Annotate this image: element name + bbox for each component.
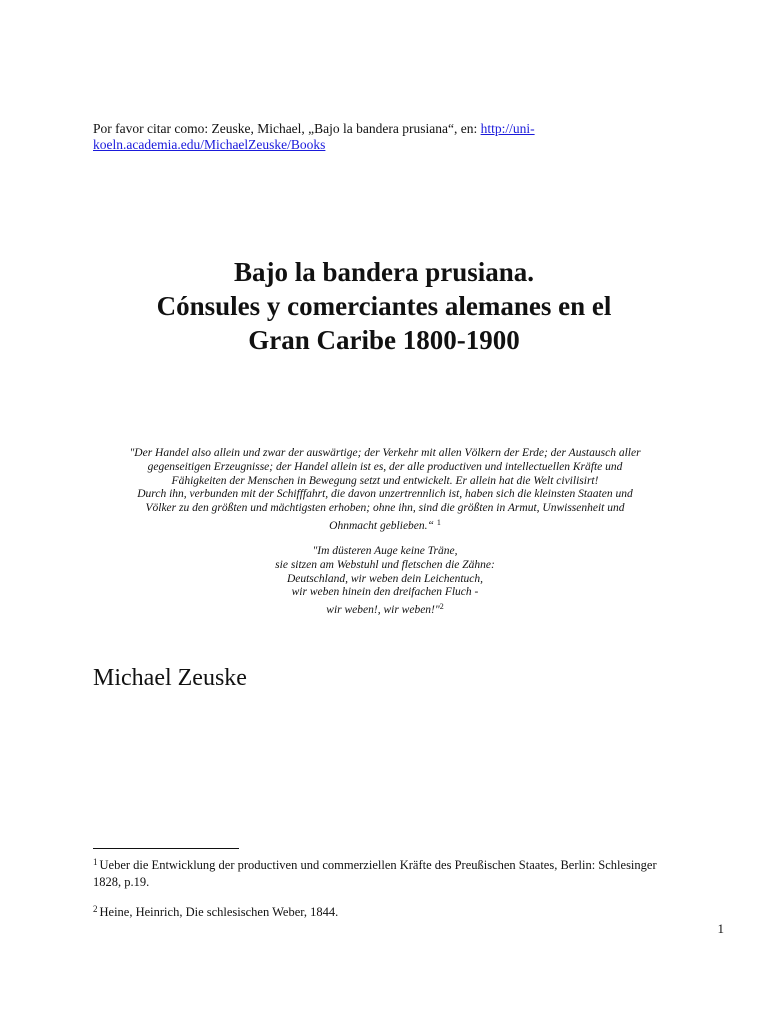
epigraph-heine — [80, 545, 690, 618]
footnote-text: Ueber die Entwicklung der productiven und commerziellen Kräfte des Preußischen Staates, Berlin: Schlesinger — [99, 858, 657, 872]
footnote-text: 1828, p.19. — [93, 875, 150, 889]
title-line-3: Gran Caribe 1800-1900 — [248, 325, 520, 355]
footnote-text: Heine, Heinrich, Die schlesischen Weber, 1844. — [99, 905, 339, 919]
verse-line: wir weben!, wir weben!" — [326, 604, 440, 617]
footnote-number: 1 — [93, 857, 98, 867]
epigraph-line-last — [80, 516, 690, 534]
academia-link-part2[interactable]: koeln.academia.edu/MichaelZeuske/Books — [93, 137, 326, 152]
verse-line: "Im düsteren Auge keine Träne, — [312, 545, 458, 557]
footnote-separator — [93, 848, 239, 849]
epigraph-line: Durch ihn, verbunden mit der Schifffahrt, die davon unzertrennlich ist, haben sich die kleinsten Staaten und — [137, 488, 633, 501]
citation-note — [93, 121, 653, 153]
footnote-1 — [93, 854, 693, 891]
footnote-number: 2 — [93, 904, 98, 914]
verse-line: Deutschland, wir weben dein Leichentuch, — [286, 572, 484, 585]
academia-link-part1[interactable]: http://uni- — [480, 121, 535, 136]
title-line-2: Cónsules y comerciantes alemanes en el — [156, 291, 612, 321]
verse-line: sie sitzen am Webstuhl und fletschen die Zähne: — [275, 558, 495, 571]
footnote-ref-2[interactable]: 2 — [439, 602, 444, 612]
epigraph-handel — [80, 447, 690, 534]
citation-prefix: Por favor citar como: Zeuske, Michael, „Bajo la bandera prusiana“, en: — [93, 121, 481, 136]
footnote-2 — [93, 901, 693, 921]
verse-line-last — [80, 600, 690, 618]
epigraph-line: Völker zu den größten und mächtigsten erhoben; ohne ihn, sind die größten in Armut, Unwissenheit und — [145, 502, 625, 515]
footnote-ref-1[interactable]: 1 — [436, 517, 441, 527]
verse-line: wir weben hinein den dreifachen Fluch - — [291, 586, 479, 599]
epigraph-line: Fähigkeiten der Menschen in Bewegung setzt und entwickelt. Er allein hat die Welt civilisirt! — [171, 474, 599, 487]
epigraph-line: "Der Handel also allein und zwar der auswärtige; der Verkehr mit allen Völkern der Erde; der Austausch aller — [129, 447, 641, 459]
epigraph-line: Ohnmacht geblieben.“ — [329, 519, 437, 532]
document-title — [0, 255, 768, 357]
author-name: Michael Zeuske — [93, 665, 247, 691]
epigraph-line: gegenseitigen Erzeugnisse; der Handel allein ist es, der alle productiven und intellectuellen Kräfte und — [147, 460, 623, 473]
page-number: 1 — [717, 921, 724, 936]
title-line-1: Bajo la bandera prusiana. — [233, 257, 535, 287]
